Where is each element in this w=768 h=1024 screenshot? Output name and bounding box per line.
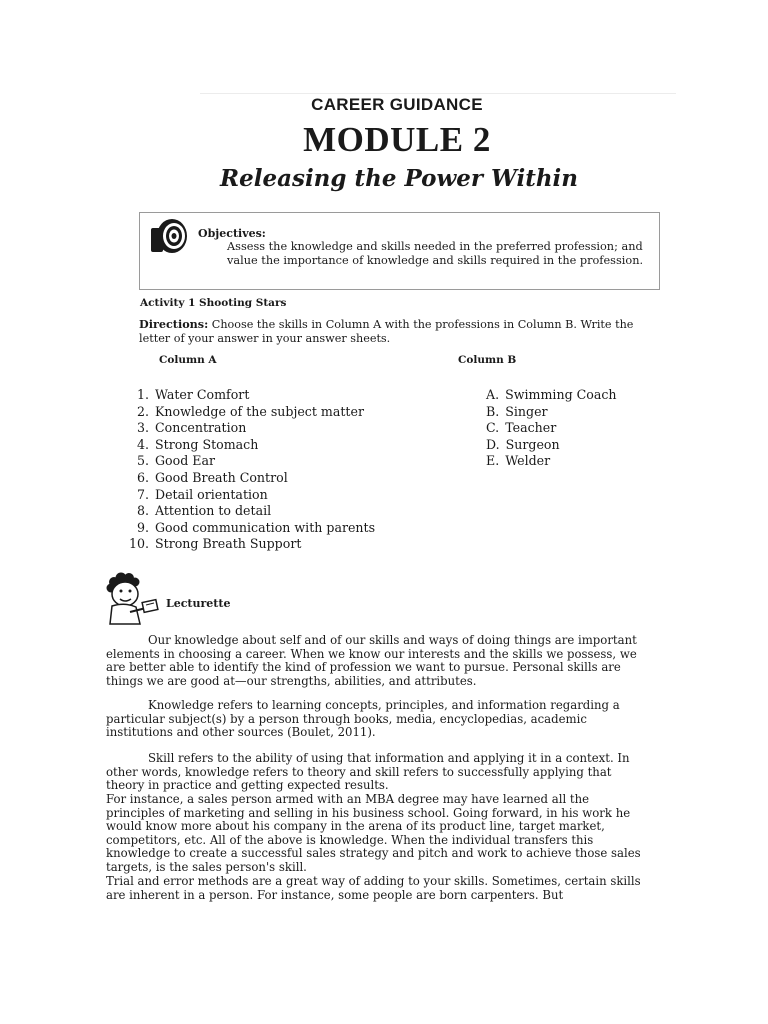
- module-title: MODULE 2: [303, 120, 491, 159]
- column-a-header: Column A: [159, 354, 217, 366]
- column-a-item: 9. Good communication with parents: [136, 519, 376, 535]
- objectives-text: Assess the knowledge and skills needed in the preferred profession; and value the importance of knowledge and skills required in the profession.: [227, 240, 644, 267]
- column-b-item: D. Surgeon: [486, 436, 560, 452]
- column-a-list: [127, 387, 375, 553]
- directions: [139, 318, 659, 345]
- column-a-item: 6. Good Breath Control: [136, 469, 288, 485]
- column-a-item: 2. Knowledge of the subject matter: [136, 403, 364, 419]
- column-b-header: Column B: [458, 354, 517, 366]
- target-icon: [150, 217, 190, 255]
- directions-text: Choose the skills in Column A with the professions in Column B. Write the letter of your answer in your answer sheets.: [139, 318, 634, 345]
- column-b-item: B. Singer: [486, 403, 548, 419]
- column-a-item: 4. Strong Stomach: [136, 436, 259, 452]
- objectives-label: Objectives:: [198, 227, 266, 240]
- paragraph-self-knowledge: Our knowledge about self and of our skills and ways of doing things are important elements in choosing a career. When we know our interests and the skills we possess, we are better able to identify the kind of profession we want to pursue. Personal skills are things we are good at—our strengths, abilities, and attributes.: [106, 633, 637, 688]
- top-rule: [200, 93, 676, 94]
- column-a-item: 7. Detail orientation: [136, 486, 268, 502]
- student-reading-icon: [100, 572, 160, 628]
- paragraph-skill: Skill refers to the ability of using that information and applying it in a context. In other words, knowledge refers to theory and skill refers to successfully applying that theory in practice and getting expected results.: [106, 751, 630, 793]
- paragraph-knowledge: Knowledge refers to learning concepts, principles, and information regarding a particular subject(s) by a person through books, media, encyclopedias, academic institutions and other sources (Boulet, 2011).: [106, 698, 620, 740]
- column-b-item: C. Teacher: [486, 420, 557, 436]
- activity-title: Activity 1 Shooting Stars: [140, 297, 287, 309]
- column-a-item: 10. Strong Breath Support: [128, 536, 302, 552]
- subject-heading: CAREER GUIDANCE: [311, 95, 483, 114]
- module-subtitle: Releasing the Power Within: [219, 165, 579, 192]
- column-a-item: 8. Attention to detail: [136, 503, 272, 519]
- paragraph-sales-example: For instance, a sales person armed with an MBA degree may have learned all the principles of marketing and selling in his business school. Going forward, in his work he would know more about his company in the arena of its product line, target market, competitors, etc. All of the above is knowledge. When the individual transfers this knowledge to create a successful sales strategy and pitch and work to achieve those sales targets, is the sales person's skill.: [106, 792, 641, 874]
- column-a-item: 5. Good Ear: [136, 453, 216, 469]
- column-b-item: A. Swimming Coach: [486, 387, 617, 402]
- paragraph-trial-error: Trial and error methods are a great way of adding to your skills. Sometimes, certain skills are inherent in a person. For instance, some people are born carpenters. But: [106, 874, 641, 902]
- column-b-list: [486, 387, 617, 470]
- lecturette-title: Lecturette: [166, 597, 231, 610]
- column-a-item: 3. Concentration: [136, 420, 247, 436]
- column-b-item: E. Welder: [486, 453, 551, 469]
- directions-label: Directions:: [139, 317, 209, 331]
- column-a-item: 1. Water Comfort: [136, 387, 250, 402]
- objectives-box: [139, 212, 660, 290]
